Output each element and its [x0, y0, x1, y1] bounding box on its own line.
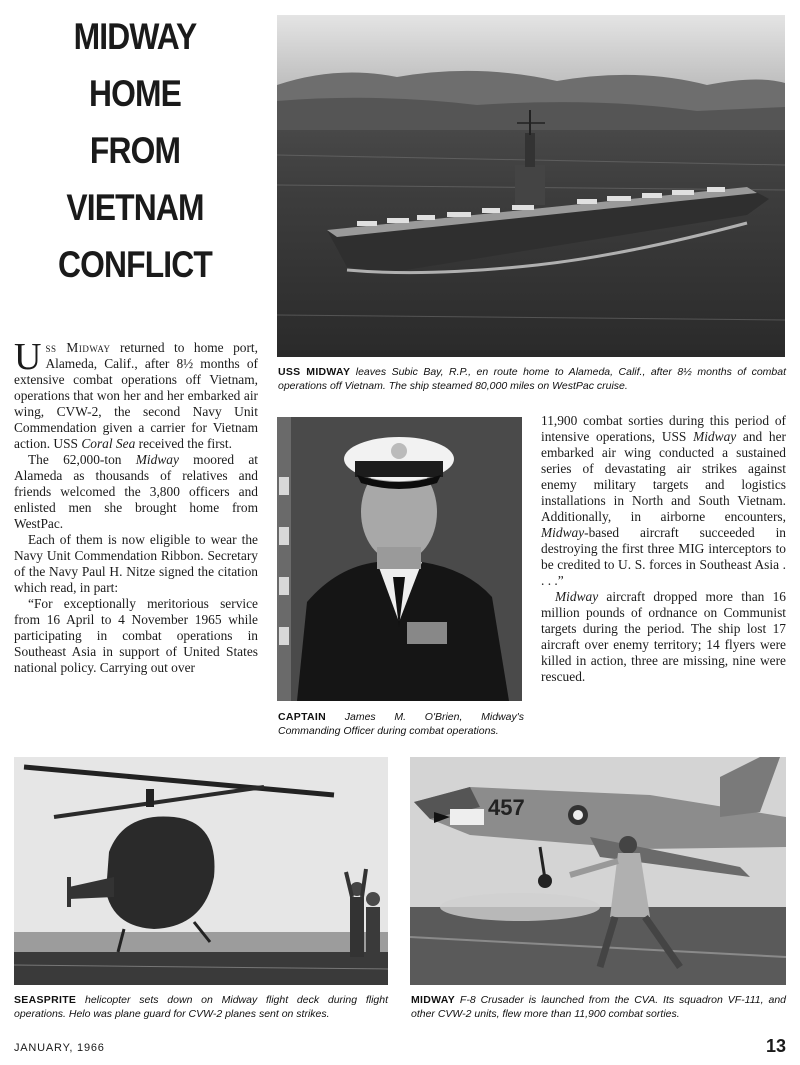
caption-text: helicopter sets down on Midway flight deck during flight operations. Helo was plane guard for CVW-2 planes sent on strikes.	[14, 994, 388, 1020]
caption-lead: SEASPRITE	[14, 994, 77, 1006]
aircraft-number-marking: 457	[488, 795, 525, 820]
text-run: ss	[45, 340, 67, 355]
text-run: moored at Alameda as thousands of relatives and friends welcomed the 3,800 officers and enlisted men she brought home from WestPac.	[14, 452, 258, 531]
caption-lead: USS MIDWAY	[278, 366, 351, 378]
text-run: and her embarked air wing conducted a sustained series of devastating air strikes against enemy military targets and logistics installations in North and South Vietnam. Additionally, in airborne encounters,	[541, 429, 786, 524]
headline-line: FROM	[89, 130, 181, 171]
ship-name: Midway	[541, 525, 585, 540]
caption-lead: MIDWAY	[411, 994, 455, 1006]
text-run: aircraft dropped more than 16 million pounds of ordnance on Communist targets during the period. The ship lost 17 aircraft over enemy territory; 14 flyers were killed in action, three are missing, nine were rescued.	[541, 589, 786, 684]
carrier-photo	[277, 15, 785, 357]
ship-name: Midway	[555, 589, 599, 604]
article-column-1	[14, 336, 258, 676]
captain-portrait-photo	[277, 417, 522, 701]
paragraph	[541, 413, 786, 589]
headline-line: HOME	[88, 73, 182, 114]
caption-text: leaves Subic Bay, R.P., en route home to Alameda, Calif., after 8½ months of combat operations off Vietnam. The ship steamed 80,000 miles on WestPac cruise.	[278, 366, 786, 392]
text-run: returned to home port, Alameda, Calif., after 8½ months of extensive combat operations off Vietnam, operations that won her and her embarked air wing, CVW-2, the second Navy Unit Commendation given a carrier for Vietnam action. USS	[14, 340, 258, 451]
helicopter-photo	[14, 757, 388, 985]
page-number: 13	[765, 1036, 786, 1056]
paragraph: Each of them is now eligible to wear the Navy Unit Commendation Ribbon. Secretary of the Navy Paul H. Nitze signed the citation which read, in part:	[14, 532, 258, 595]
crusader-jet-photo	[410, 757, 786, 985]
paragraph	[14, 452, 258, 532]
ship-name: Midway	[135, 452, 179, 467]
jet-photo-caption	[411, 993, 786, 1021]
paragraph	[14, 336, 258, 452]
caption-lead: CAPTAIN	[278, 711, 326, 723]
headline-line: CONFLICT	[58, 244, 212, 285]
issue-date: JANUARY, 1966	[14, 1042, 105, 1054]
paragraph	[541, 589, 786, 685]
paragraph: “For exceptionally meritorious service from 16 April to 4 November 1965 while participating in combat operations in Southeast Asia in support of United States national policy. Carrying out over	[14, 596, 258, 675]
captain-photo-caption	[278, 710, 524, 738]
article-column-3	[541, 413, 786, 685]
helicopter-photo-caption	[14, 993, 388, 1021]
text-run: 11,900 combat sorties during this period of intensive operations, USS	[541, 413, 786, 444]
text-run: The 62,000-ton	[28, 452, 136, 467]
ship-name: Coral Sea	[81, 436, 136, 451]
headline-line: MIDWAY	[73, 16, 197, 57]
caption-text: James M. O'Brien, Midway's Commanding Officer during combat operations.	[278, 711, 524, 737]
text-run: received the first.	[135, 436, 232, 451]
caption-text: F-8 Crusader is launched from the CVA. Its squadron VF-111, and other CVW-2 units, flew more than 11,900 combat sorties.	[411, 994, 786, 1020]
headline	[53, 8, 216, 293]
ship-name: Midway	[693, 429, 737, 444]
text-run: -based aircraft succeeded in destroying the first three MIG interceptors to be credited to U. S. forces in Southeast Asia . . . .”	[541, 525, 786, 588]
ship-name: Midway	[66, 340, 111, 355]
ship-photo-caption	[278, 365, 786, 393]
headline-line: VIETNAM	[66, 187, 204, 228]
drop-cap: U	[14, 336, 42, 378]
